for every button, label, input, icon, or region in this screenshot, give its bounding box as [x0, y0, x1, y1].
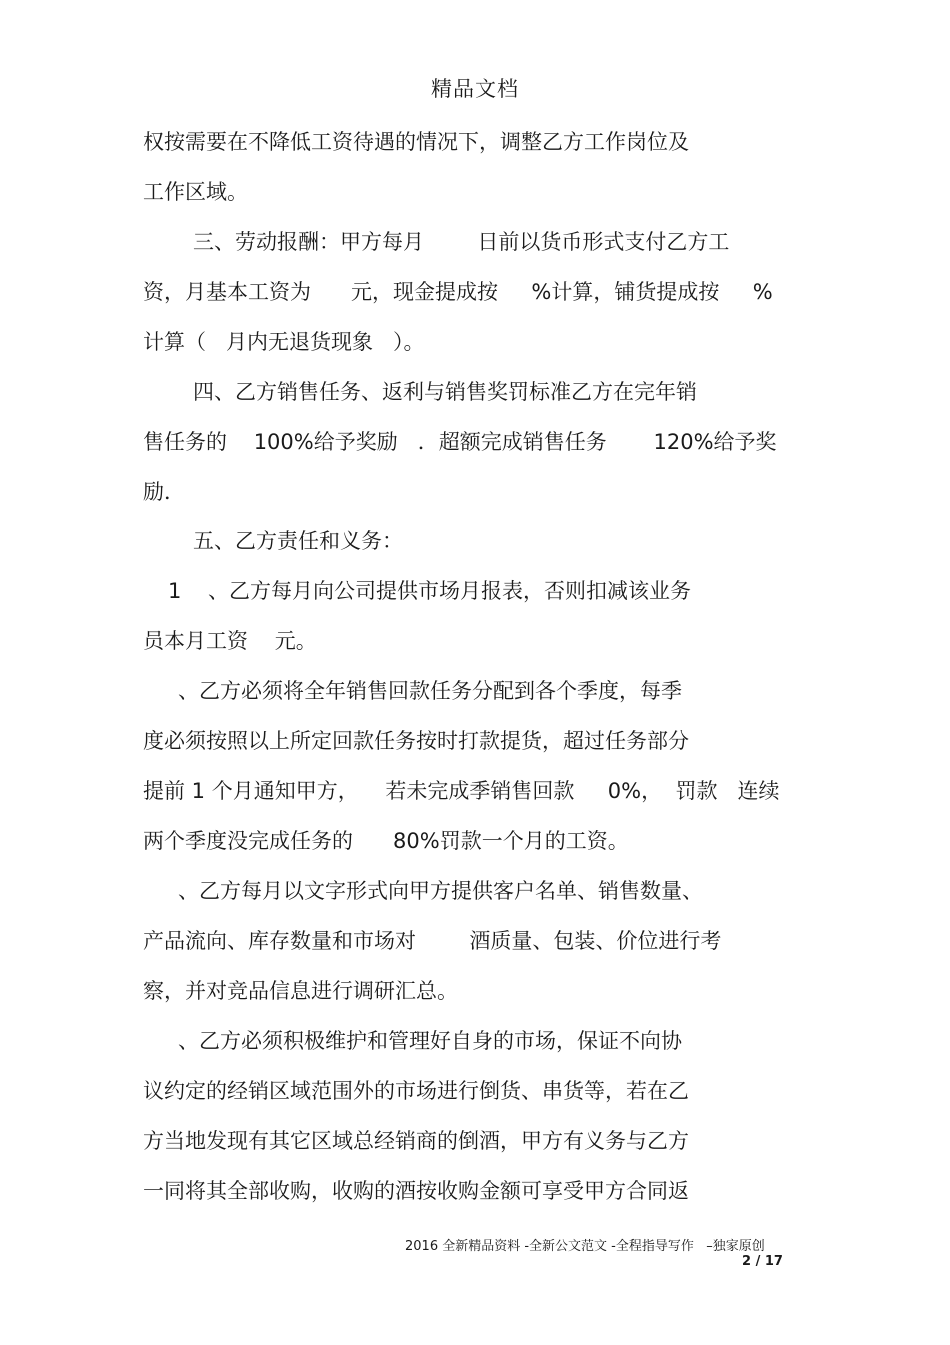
body-line: 议约定的经销区域范围外的市场进行倒货、串货等，若在乙: [143, 1079, 689, 1103]
body-line: 售任务的 100%给予奖励 ．超额完成销售任务 120%给予奖: [143, 430, 777, 454]
body-line: 励．: [143, 480, 185, 504]
body-line: 提前 1 个月通知甲方， 若未完成季销售回款 0%， 罚款 连续: [143, 779, 780, 803]
body-line: 度必须按照以上所定回款任务按时打款提货，超过任务部分: [143, 729, 689, 753]
body-line: 、乙方每月以文字形式向甲方提供客户名单、销售数量、: [178, 879, 703, 903]
body-line: 四、乙方销售任务、返利与销售奖罚标准乙方在完年销: [193, 380, 697, 404]
body-line: 1 、乙方每月向公司提供市场月报表，否则扣减该业务: [168, 579, 692, 603]
body-line: 计算（ 月内无退货现象 ）。: [143, 330, 425, 354]
body-line: 方当地发现有其它区域总经销商的倒酒，甲方有义务与乙方: [143, 1129, 689, 1153]
body-line: 三、劳动报酬：甲方每月 日前以货币形式支付乙方工: [193, 230, 730, 254]
page-header-title: 精品文档: [431, 77, 519, 101]
body-line: 工作区域。: [143, 180, 248, 204]
body-line: 、乙方必须积极维护和管理好自身的市场，保证不向协: [178, 1029, 682, 1053]
body-line: 资，月基本工资为 元，现金提成按 %计算，铺货提成按 %: [143, 280, 773, 304]
body-line: 员本月工资 元。: [143, 629, 317, 653]
body-line: 察，并对竞品信息进行调研汇总。: [143, 979, 458, 1003]
body-line: 两个季度没完成任务的 80%罚款一个月的工资。: [143, 829, 629, 853]
body-line: 、乙方必须将全年销售回款任务分配到各个季度，每季: [178, 679, 682, 703]
body-line: 产品流向、库存数量和市场对 酒质量、包装、价位进行考: [143, 929, 722, 953]
body-line: 五、乙方责任和义务：: [193, 529, 403, 553]
page-footer-text: 2016 全新精品资料 -全新公文范文 -全程指导写作 –独家原创: [405, 1239, 765, 1254]
page-number: 2 / 17: [742, 1254, 783, 1269]
body-line: 权按需要在不降低工资待遇的情况下，调整乙方工作岗位及: [143, 130, 689, 154]
body-line: 一同将其全部收购，收购的酒按收购金额可享受甲方合同返: [143, 1179, 689, 1203]
